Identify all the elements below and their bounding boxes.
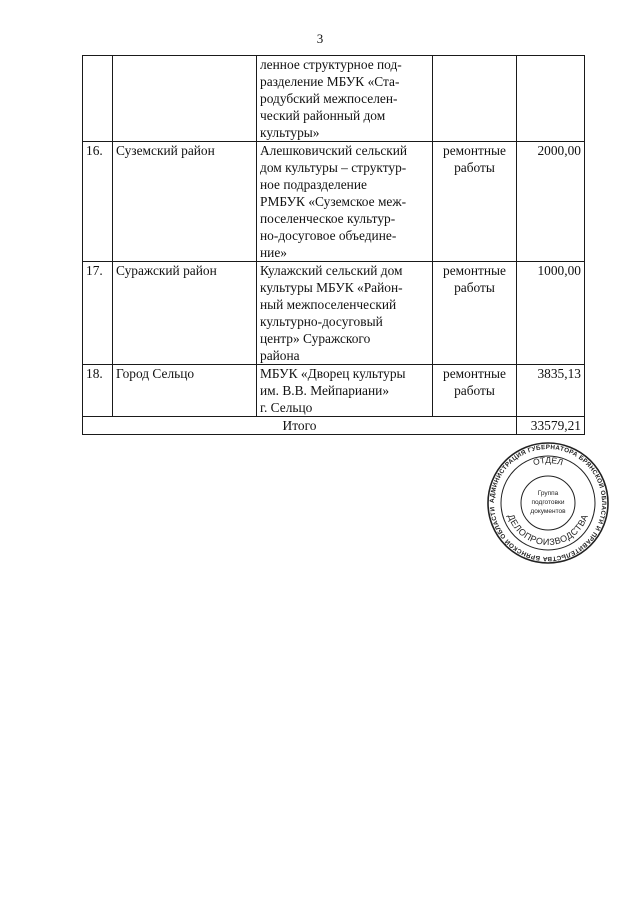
institution-line: РМБУК «Суземское меж- [260,194,407,209]
table-row [83,262,585,365]
total-label: Итого [83,417,517,435]
official-stamp [486,441,610,565]
work-line: ремонтные [443,143,506,158]
stamp-bottom-text: ДЕЛОПРОИЗВОДСТВА [505,512,591,548]
stamp-outer-text: АДМИНИСТРАЦИЯ ГУБЕРНАТОРА БРЯНСКОЙ ОБЛАСТИ И ПРАВИТЕЛЬСТВА БРЯНСКОЙ ОБЛАСТИ [488,443,608,563]
institution-line: ческий районный дом [260,108,386,123]
cell-institution [257,142,433,262]
cell-institution [257,262,433,365]
table-row [83,142,585,262]
institution-line: поселенческое культур- [260,211,396,226]
funding-table [82,55,585,435]
table-row [83,365,585,417]
cell-amount: 1000,00 [517,262,585,365]
cell-district: Суземский район [113,142,257,262]
cell-district: Суражский район [113,262,257,365]
institution-line: но-досуговое объедине- [260,228,397,243]
page-number: 3 [316,31,324,46]
cell-work-type [433,365,517,417]
institution-line: им. В.В. Мейпариани» [260,383,390,398]
institution-line: МБУК «Дворец культуры [260,366,406,381]
institution-line: культуры МБУК «Район- [260,280,403,295]
stamp-center-line: Группа [537,490,559,497]
cell-amount: 2000,00 [517,142,585,262]
institution-line: культуры» [260,125,320,140]
cell-institution [257,56,433,142]
cell-institution [257,365,433,417]
work-line: работы [454,160,495,175]
institution-line: культурно-досуговый [260,314,383,329]
stamp-top-text: ОТДЕЛ [531,454,565,468]
cell-num [83,56,113,142]
cell-district [113,56,257,142]
work-line: ремонтные [443,263,506,278]
stamp-center-line: подготовки [531,499,565,506]
stamp-center-line: документов [530,508,566,515]
institution-line: района [260,348,300,363]
institution-line: Алешковичский сельский [260,143,408,158]
cell-amount: 3835,13 [517,365,585,417]
institution-line: родубский межпоселен- [260,91,398,106]
institution-line: разделение МБУК «Ста- [260,74,400,89]
cell-num: 17. [83,262,113,365]
cell-amount [517,56,585,142]
cell-num: 16. [83,142,113,262]
cell-work-type [433,262,517,365]
institution-line: центр» Суражского [260,331,371,346]
total-amount: 33579,21 [517,417,585,435]
table-row-continuation [83,56,585,142]
cell-district: Город Сельцо [113,365,257,417]
cell-num: 18. [83,365,113,417]
institution-line: ленное структурное под- [260,57,402,72]
work-line: работы [454,383,495,398]
table-total-row [83,417,585,435]
cell-work-type [433,56,517,142]
work-line: работы [454,280,495,295]
institution-line: ние» [260,245,287,260]
cell-work-type [433,142,517,262]
institution-line: г. Сельцо [260,400,313,415]
institution-line: Кулажский сельский дом [260,263,403,278]
institution-line: дом культуры – структур- [260,160,407,175]
institution-line: ное подразделение [260,177,367,192]
institution-line: ный межпоселенческий [260,297,397,312]
work-line: ремонтные [443,366,506,381]
